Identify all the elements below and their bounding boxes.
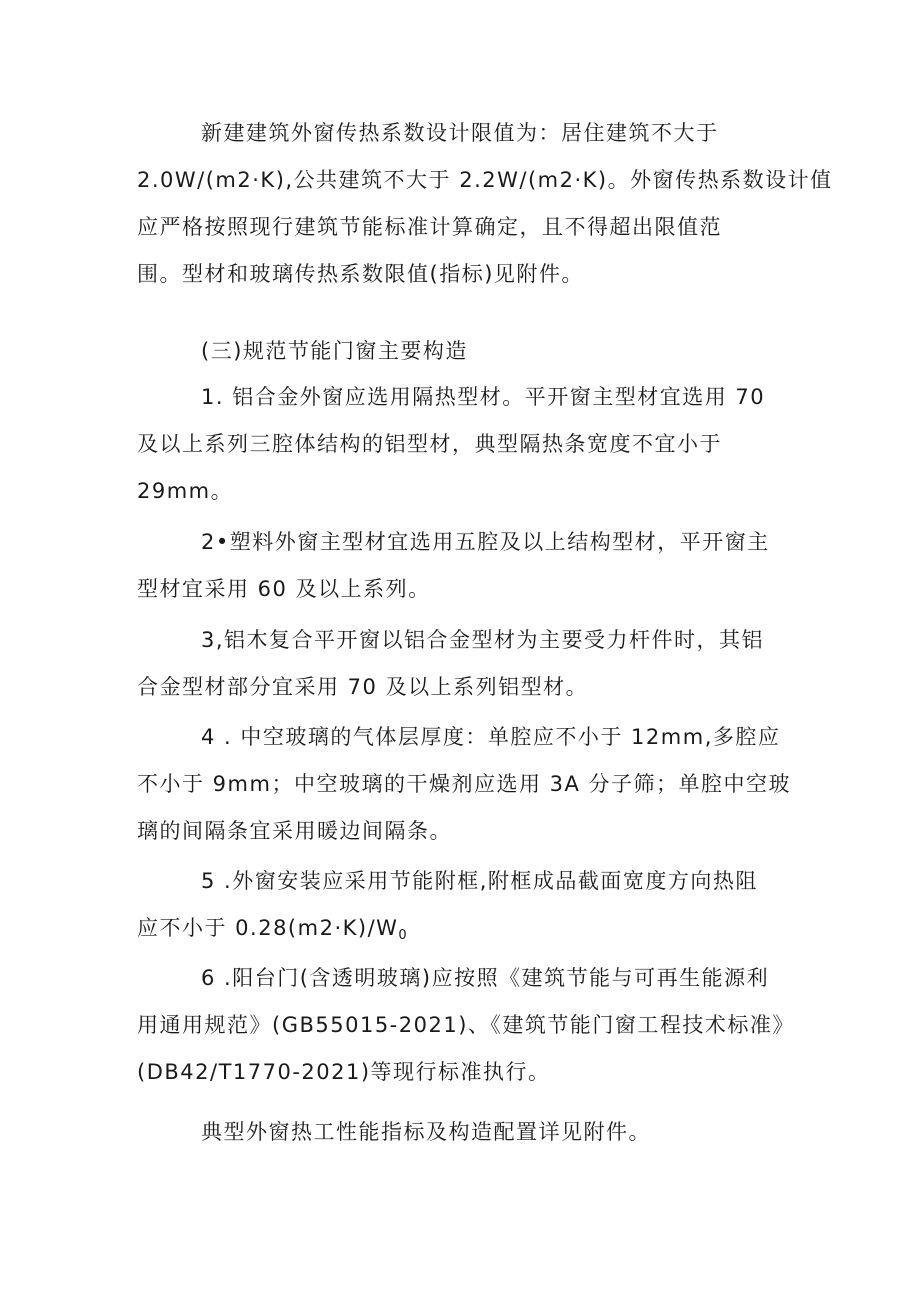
text-line [137, 905, 797, 959]
text-line: 型材宜采用 60 及以上系列。 [137, 577, 431, 601]
paragraph-item-2-plastic [137, 519, 797, 613]
paragraph-item-1-aluminum [137, 374, 797, 515]
paragraph-item-4-insulated-glass [137, 714, 797, 855]
text-line: (DB42/T1770-2021)等现行标准执行。 [137, 1060, 551, 1084]
section-heading: (三)规范节能门窗主要构造 [201, 339, 468, 363]
subscript: 0 [398, 928, 409, 943]
text-line: 及以上系列三腔体结构的铝型材，典型隔热条宽度不宜小于 [137, 432, 722, 456]
text-line: 6 .阳台门(含透明玻璃)应按照《建筑节能与可再生能源利 [201, 966, 770, 990]
text-line: 4 . 中空玻璃的气体层厚度：单腔应不小于 12mm,多腔应 [201, 725, 781, 749]
text-line: 合金型材部分宜采用 70 及以上系列铝型材。 [137, 675, 589, 699]
text-line: 应严格按照现行建筑节能标准计算确定，且不得超出限值范 [137, 215, 722, 239]
text-line: 用通用规范》(GB55015-2021)、《建筑节能门窗工程技术标准》 [137, 1013, 795, 1037]
text-line: 5 .外窗安装应采用节能附框,附框成品截面宽度方向热阻 [201, 869, 758, 893]
section-heading-window-construction [137, 328, 797, 375]
text-line: 不小于 9mm；中空玻璃的干燥剂应选用 3A 分子筛；单腔中空玻 [137, 772, 792, 796]
text-line: 新建建筑外窗传热系数设计限值为：居住建筑不大于 [201, 121, 719, 145]
text-line: 2•塑料外窗主型材宜选用五腔及以上结构型材，平开窗主 [201, 530, 770, 554]
paragraph-item-5-installation [137, 858, 797, 959]
text-line: 1. 铝合金外窗应选用隔热型材。平开窗主型材宜选用 70 [201, 385, 766, 409]
text-line: 璃的间隔条宜采用暖边间隔条。 [137, 819, 452, 843]
text-line: 3,铝木复合平开窗以铝合金型材为主要受力杆件时，其铝 [201, 628, 765, 652]
text-line: 围。型材和玻璃传热系数限值(指标)见附件。 [137, 262, 584, 286]
paragraph-attachment-note [137, 1109, 797, 1156]
paragraph-item-3-aluminum-wood [137, 617, 797, 711]
paragraph-heat-transfer-limits [137, 110, 833, 298]
paragraph-item-6-balcony-door [137, 955, 797, 1096]
text-segment: 应不小于 0.28(m2·K)/W [137, 916, 399, 940]
text-line: 29mm。 [137, 479, 234, 503]
text-line: 2.0W/(m2·K),公共建筑不大于 2.2W/(m2·K)。外窗传热系数设计值 [137, 168, 833, 192]
text-line: 典型外窗热工性能指标及构造配置详见附件。 [201, 1120, 651, 1144]
